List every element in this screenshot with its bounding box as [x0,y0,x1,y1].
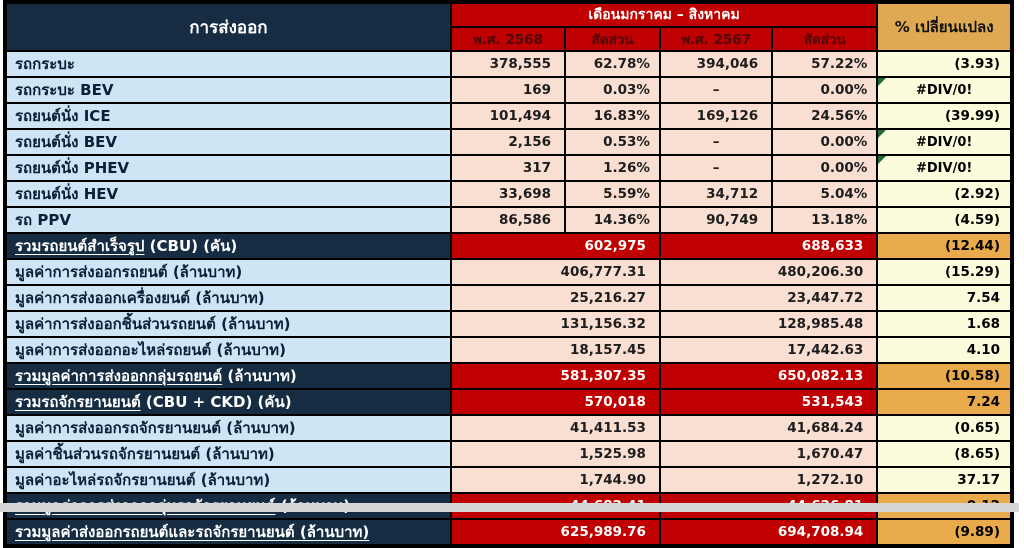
div-by-zero-error-cell [877,77,1012,103]
summary-label-underlined: รวมมูลค่าการส่งออกกลุ่มรถยนต์ [15,367,223,385]
table-row [5,51,1012,77]
summary-label-underlined: รวมรถยนต์สำเร็จรูป [15,237,145,255]
share-2567-cell: 24.56% [772,103,877,129]
value-2567-merged-cell: 531,543 [660,389,877,415]
error-indicator-triangle-icon [878,130,886,138]
row-label: รถยนต์นั่ง HEV [5,181,451,207]
summary-label-suffix: (ล้านบาท) [222,367,297,385]
percent-change-value: (3.93) [954,56,1000,72]
percent-change-cell: (8.65) [877,441,1012,467]
percent-change-cell: 7.54 [877,285,1012,311]
percent-change-cell: 37.17 [877,467,1012,493]
table-row [5,389,1012,415]
row-label: รถกระบะ BEV [5,77,451,103]
share-2567-cell: 13.18% [772,207,877,233]
summary-label-suffix: (CBU) (คัน) [144,237,238,255]
share-2568-cell: 0.03% [565,77,660,103]
row-label: มูลค่าชิ้นส่วนรถจักรยานยนต์ (ล้านบาท) [5,441,451,467]
error-indicator-triangle-icon [878,78,886,86]
table-row [5,441,1012,467]
value-2567-cell: 394,046 [660,51,772,77]
summary-row-label [5,233,451,259]
row-label: มูลค่าการส่งออกรถจักรยานยนต์ (ล้านบาท) [5,415,451,441]
percent-change-cell: (0.65) [877,415,1012,441]
summary-label-underlined: รวมรถจักรยานยนต์ [15,393,141,411]
summary-row-label [5,389,451,415]
year-2568-header: พ.ศ. 2568 [451,27,565,51]
export-statistics-table [3,0,1014,548]
share-2568-cell: 1.26% [565,155,660,181]
value-2568-cell: 169 [451,77,565,103]
row-label: มูลค่าการส่งออกชิ้นส่วนรถยนต์ (ล้านบาท) [5,311,451,337]
row-label: รถกระบะ [5,51,451,77]
percent-change-cell [877,51,1012,77]
percent-change-cell [877,181,1012,207]
percent-change-value: (39.99) [944,108,1000,124]
value-2567-merged-cell: 1,272.10 [660,467,877,493]
percent-change-cell: (10.58) [877,363,1012,389]
value-2568-cell: 317 [451,155,565,181]
value-2568-merged-cell: 1,744.90 [451,467,660,493]
share-2568-cell: 0.53% [565,129,660,155]
value-2567-cell: – [660,77,772,103]
percent-change-value: (2.92) [954,186,1000,202]
share-2568-header: สัดส่วน [565,27,660,51]
summary-row-label [5,519,451,546]
value-2568-merged-cell: 18,157.45 [451,337,660,363]
value-2568-merged-cell: 570,018 [451,389,660,415]
row-label: มูลค่าการส่งออกรถยนต์ (ล้านบาท) [5,259,451,285]
table-bottom-shadow [0,503,1019,512]
table-row [5,285,1012,311]
value-2568-cell: 86,586 [451,207,565,233]
row-label: มูลค่าการส่งออกอะไหล่รถยนต์ (ล้านบาท) [5,337,451,363]
table-row [5,259,1012,285]
row-label: รถยนต์นั่ง PHEV [5,155,451,181]
table-row [5,129,1012,155]
value-2567-cell: 169,126 [660,103,772,129]
value-2568-cell: 378,555 [451,51,565,77]
summary-label-underlined: รวมมูลค่าส่งออกรถยนต์และรถจักรยานยนต์ (ล้านบาท) [15,523,370,541]
summary-row-label [5,363,451,389]
percent-change-cell: (12.44) [877,233,1012,259]
percent-change-cell [877,103,1012,129]
percent-change-value: (4.59) [954,212,1000,228]
share-2567-cell: 0.00% [772,129,877,155]
percent-change-cell: 1.68 [877,311,1012,337]
period-header: เดือนมกราคม – สิงหาคม [451,2,877,27]
year-2567-header: พ.ศ. 2567 [660,27,772,51]
share-2567-cell: 57.22% [772,51,877,77]
share-2567-cell: 0.00% [772,155,877,181]
div-by-zero-error-cell [877,155,1012,181]
row-label: รถ PPV [5,207,451,233]
percent-change-value: #DIV/0! [915,160,973,176]
table-row [5,103,1012,129]
share-2567-cell: 0.00% [772,77,877,103]
table-row [5,77,1012,103]
percent-change-cell [877,207,1012,233]
value-2567-cell: – [660,155,772,181]
value-2568-merged-cell: 131,156.32 [451,311,660,337]
export-column-header: การส่งออก [5,2,451,51]
row-label: มูลค่าการส่งออกเครื่องยนต์ (ล้านบาท) [5,285,451,311]
share-2568-cell: 62.78% [565,51,660,77]
share-2567-header: สัดส่วน [772,27,877,51]
percent-change-value: #DIV/0! [915,82,973,98]
row-label: รถยนต์นั่ง ICE [5,103,451,129]
value-2567-cell: 34,712 [660,181,772,207]
table-row [5,181,1012,207]
share-2568-cell: 14.36% [565,207,660,233]
value-2567-merged-cell: 23,447.72 [660,285,877,311]
value-2568-merged-cell: 25,216.27 [451,285,660,311]
table-row [5,337,1012,363]
value-2567-merged-cell: 650,082.13 [660,363,877,389]
percent-change-cell: (15.29) [877,259,1012,285]
value-2567-cell: 90,749 [660,207,772,233]
value-2568-cell: 101,494 [451,103,565,129]
value-2567-cell: – [660,129,772,155]
value-2567-merged-cell: 694,708.94 [660,519,877,546]
value-2568-cell: 2,156 [451,129,565,155]
value-2567-merged-cell: 1,670.47 [660,441,877,467]
table-row [5,415,1012,441]
table-row [5,519,1012,546]
percent-change-cell: 4.10 [877,337,1012,363]
table-row [5,467,1012,493]
value-2568-merged-cell: 406,777.31 [451,259,660,285]
summary-label-suffix: (CBU + CKD) (คัน) [140,393,292,411]
value-2567-merged-cell: 688,633 [660,233,877,259]
value-2567-merged-cell: 17,442.63 [660,337,877,363]
percent-change-value: #DIV/0! [915,134,973,150]
error-indicator-triangle-icon [878,156,886,164]
value-2568-merged-cell: 41,411.53 [451,415,660,441]
value-2567-merged-cell: 480,206.30 [660,259,877,285]
value-2568-merged-cell: 581,307.35 [451,363,660,389]
value-2568-merged-cell: 1,525.98 [451,441,660,467]
percent-change-header: % เปลี่ยนแปลง [877,2,1012,51]
div-by-zero-error-cell [877,129,1012,155]
value-2568-cell: 33,698 [451,181,565,207]
share-2567-cell: 5.04% [772,181,877,207]
table-row [5,155,1012,181]
table-row [5,207,1012,233]
table-row [5,311,1012,337]
row-label: มูลค่าอะไหล่รถจักรยานยนต์ (ล้านบาท) [5,467,451,493]
table-row [5,363,1012,389]
percent-change-cell: 7.24 [877,389,1012,415]
share-2568-cell: 5.59% [565,181,660,207]
value-2567-merged-cell: 41,684.24 [660,415,877,441]
share-2568-cell: 16.83% [565,103,660,129]
table-body [5,51,1012,546]
table-row [5,233,1012,259]
value-2568-merged-cell: 625,989.76 [451,519,660,546]
row-label: รถยนต์นั่ง BEV [5,129,451,155]
value-2567-merged-cell: 128,985.48 [660,311,877,337]
value-2568-merged-cell: 602,975 [451,233,660,259]
percent-change-cell: (9.89) [877,519,1012,546]
